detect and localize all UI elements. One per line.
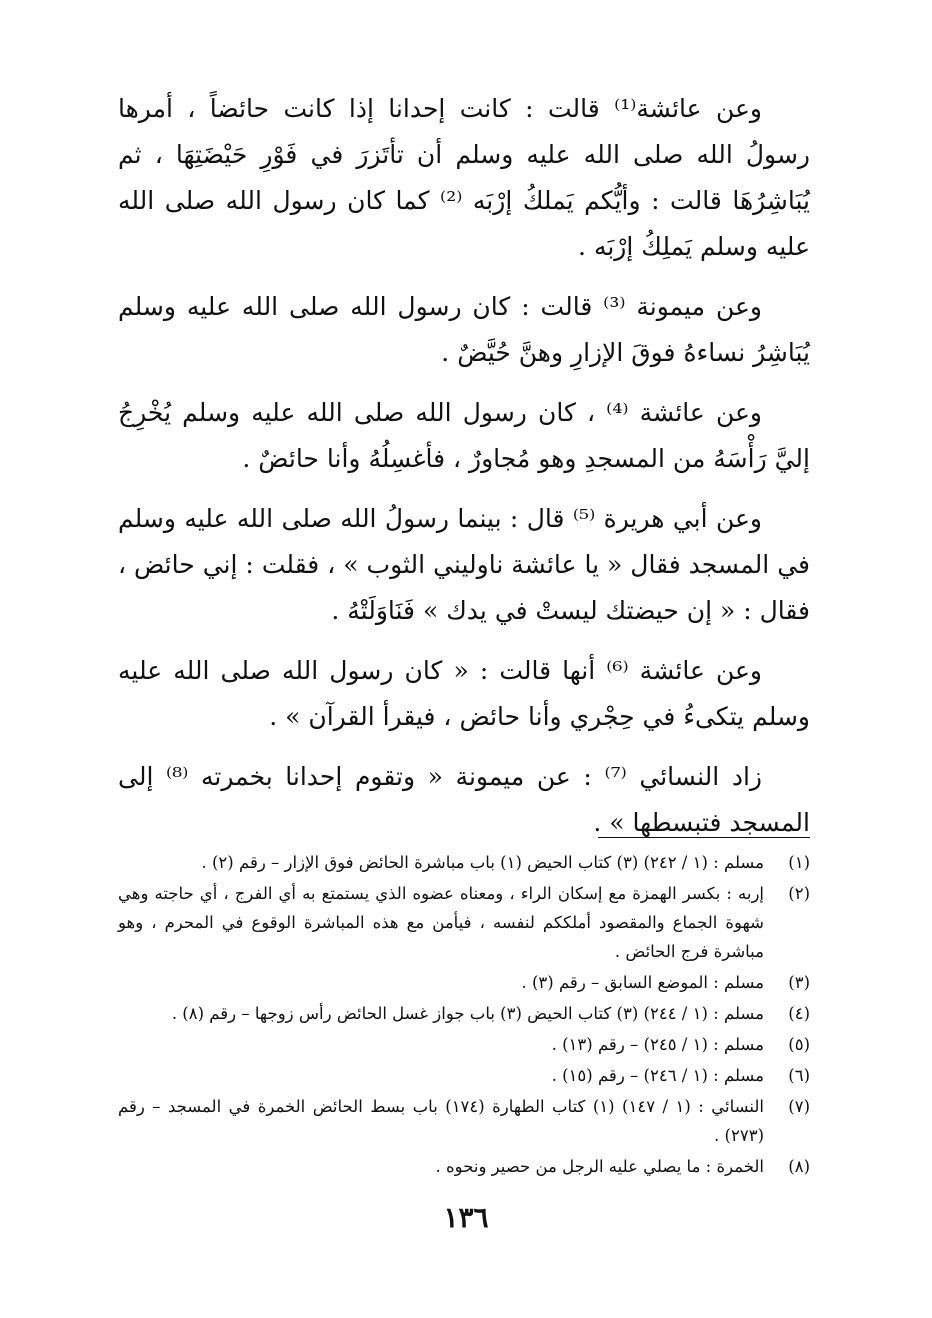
hadith-paragraph-4: وعن أبي هريرة ⁽⁵⁾ قال : بينما رسولُ الله صلى الله عليه وسلم في المسجد فقال « يا عائشة ناوليني الثوب » ، فقلت : إني حائض ، فقال : « إن حيضتك ليستْ في يدك » فَنَاوَلَتْهُ . [118,504,810,625]
footnote-8 [118,1152,810,1181]
footnote-text: مسلم : الموضع السابق – رقم (٣) . [521,973,764,992]
footnote-6 [118,1061,810,1090]
footnote-text: مسلم : (١ / ٢٤٦) – رقم (١٥) . [551,1066,764,1085]
hadith-paragraph-3: وعن عائشة ⁽⁴⁾ ، كان رسول الله صلى الله عليه وسلم يُخْرِجُ إليَّ رَأْسَهُ من المسجدِ وهو مُجاورٌ ، فأغسِلُهُ وأنا حائضٌ . [118,398,810,473]
footnote-text: إربه : بكسر الهمزة مع إسكان الراء ، ومعناه عضوه الذي يستمتع به أي الفرج ، أي حاجته وهي شهوة الجماع والمقصود أملككم لنفسه ، فيأمن مع هذه المباشرة الوقوع في المحرم ، وهو مباشرة فرج الحائض . [118,884,764,961]
footnote-1 [118,848,810,877]
footnotes [118,848,810,1183]
footnote-5 [118,1030,810,1059]
footnote-3 [118,968,810,997]
footnote-number: (٦) [788,1066,810,1085]
footnote-number: (٧) [788,1097,810,1116]
footnote-number: (٨) [788,1157,810,1176]
footnote-number: (١) [788,853,810,872]
hadith-paragraph-5: وعن عائشة ⁽⁶⁾ أنها قالت : « كان رسول الله صلى الله عليه وسلم يتكىءُ في حِجْري وأنا حائض ، فيقرأ القرآن » . [118,656,810,731]
page-number: ١٣٦ [443,1201,489,1234]
footnote-number: (٢) [788,884,810,903]
footnote-text: مسلم : (١ / ٢٤٢) (٣) كتاب الحيض (١) باب مباشرة الحائض فوق الإزار – رقم (٢) . [201,853,764,872]
footnote-number: (٣) [788,973,810,992]
main-text [118,86,810,860]
hadith-paragraph-6: زاد النسائي ⁽⁷⁾ : عن ميمونة « وتقوم إحدانا بخمرته ⁽⁸⁾ إلى المسجد فتبسطها » . [118,762,810,837]
footnote-separator [598,837,810,838]
hadith-paragraph-2: وعن ميمونة ⁽³⁾ قالت : كان رسول الله صلى الله عليه وسلم يُبَاشِرُ نساءهُ فوقَ الإزارِ وهنَّ حُيَّضٌ . [118,292,810,367]
footnote-text: مسلم : (١ / ٢٤٥) – رقم (١٣) . [551,1035,764,1054]
footnote-number: (٥) [788,1035,810,1054]
footnote-text: الخمرة : ما يصلي عليه الرجل من حصير ونحوه . [435,1157,764,1176]
footnote-4 [118,999,810,1028]
footnote-number: (٤) [788,1004,810,1023]
footnote-7 [118,1092,810,1150]
footnote-text: مسلم : (١ / ٢٤٤) (٣) كتاب الحيض (٣) باب جواز غسل الحائض رأس زوجها – رقم (٨) . [171,1004,764,1023]
footnote-2 [118,879,810,966]
footnote-text: النسائي : (١ / ١٤٧) (١) كتاب الطهارة (١٧٤) باب بسط الحائض الخمرة في المسجد – رقم (٢٧٣) . [118,1097,764,1145]
hadith-paragraph-1: وعن عائشة⁽¹⁾ قالت : كانت إحدانا إذا كانت حائضاً ، أمرها رسولُ الله صلى الله عليه وسلم أن تأتَزرَ في فَوْرِ حَيْضَتِهَا ، ثم يُبَاشِرُهَا قالت : وأيُّكم يَملكُ إرْبَه ⁽²⁾ كما كان رسول الله صلى الله عليه وسلم يَملِكُ إرْبَه . [118,94,810,261]
